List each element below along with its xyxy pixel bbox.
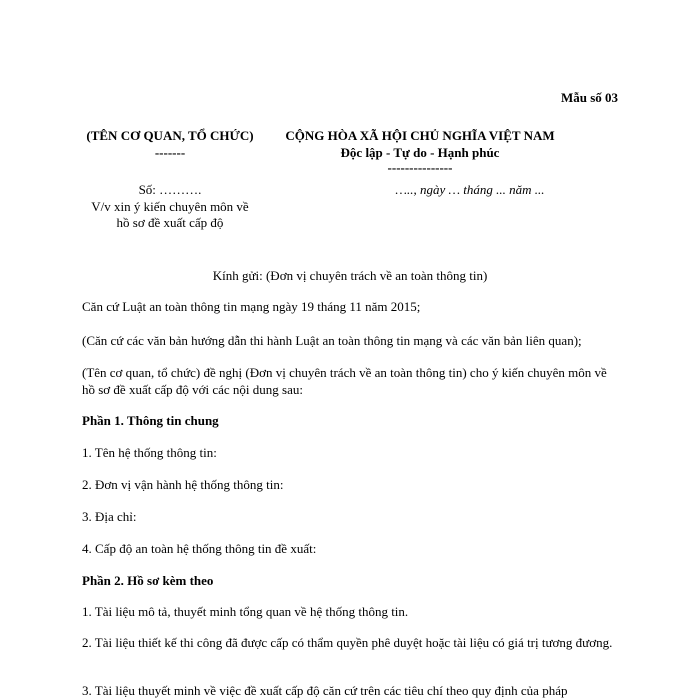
subject-line: V/v xin ý kiến chuyên môn về <box>91 199 249 214</box>
list-item: 1. Tên hệ thống thông tin: <box>82 445 217 460</box>
date-line: ….., ngày … tháng ... năm ... <box>395 182 545 197</box>
document-number: Số: ………. <box>138 182 202 197</box>
subject-line: hồ sơ đề xuất cấp độ <box>116 215 224 230</box>
nation-title: CỘNG HÒA XÃ HỘI CHỦ NGHĨA VIỆT NAM <box>285 128 555 143</box>
list-item: 1. Tài liệu mô tả, thuyết minh tổng quan về hệ thống thông tin. <box>82 604 409 619</box>
form-number: Mẫu số 03 <box>560 90 618 105</box>
list-item: 2. Đơn vị vận hành hệ thống thông tin: <box>82 477 284 492</box>
section-heading: Phần 2. Hồ sơ kèm theo <box>82 573 214 588</box>
motto-rule: --------------- <box>387 160 453 175</box>
national-motto: Độc lập - Tự do - Hạnh phúc <box>340 145 500 160</box>
list-item: 3. Tài liệu thuyết minh về việc đề xuất cấp độ căn cứ trên các tiêu chí theo quy định của pháp <box>82 683 568 698</box>
document-subject <box>70 199 270 231</box>
paragraph: (Căn cứ các văn bản hướng dẫn thi hành Luật an toàn thông tin mạng và các văn bản liên quan); <box>82 333 582 348</box>
section-heading: Phần 1. Thông tin chung <box>82 413 219 428</box>
organization-rule: ------- <box>154 145 186 160</box>
paragraph: Căn cứ Luật an toàn thông tin mạng ngày 19 tháng 11 năm 2015; <box>82 299 421 314</box>
list-item: 3. Địa chỉ: <box>82 509 137 524</box>
list-item: 4. Cấp độ an toàn hệ thống thông tin đề xuất: <box>82 541 317 556</box>
organization-name: (TÊN CƠ QUAN, TỔ CHỨC) <box>86 128 254 143</box>
addressee: Kính gửi: (Đơn vị chuyên trách về an toàn thông tin) <box>212 268 488 283</box>
paragraph: (Tên cơ quan, tổ chức) đề nghị (Đơn vị chuyên trách về an toàn thông tin) cho ý kiến chuyên môn về hồ sơ đề xuất cấp độ với các nội dung sau: <box>82 365 607 397</box>
list-item: 2. Tài liệu thiết kế thi công đã được cấp có thẩm quyền phê duyệt hoặc tài liệu có giá trị tương đương. <box>82 635 613 650</box>
